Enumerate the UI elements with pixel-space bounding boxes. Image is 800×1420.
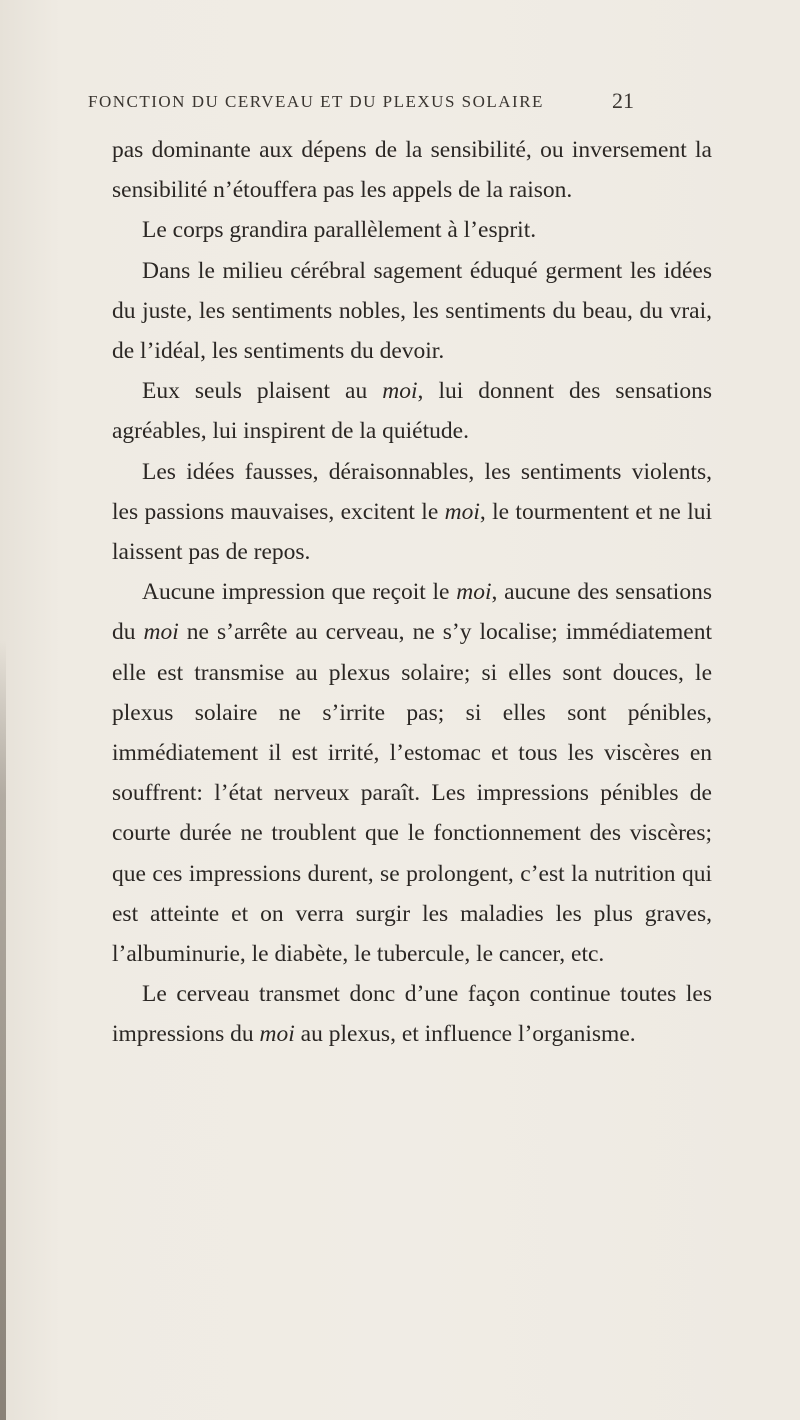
italic-moi: moi [444, 498, 480, 525]
text-run: , le tourmentent et ne lui laissent pas de repos. [112, 498, 712, 566]
page-number: 21 [612, 88, 634, 113]
text-run: Aucune impression que reçoit le [142, 579, 457, 606]
paragraph [112, 210, 712, 250]
paragraph [112, 130, 712, 210]
text-run: Eux seuls plaisent au [142, 378, 383, 405]
italic-moi: moi [259, 1021, 295, 1048]
italic-moi: moi [143, 619, 179, 646]
body-text [112, 130, 712, 1055]
text-run: ne s’arrête au cerveau, ne s’y localise; immédiatement elle est transmise au plexus solaire; si elles sont douces, le plexus solaire ne s’irrite pas; si elles sont pénibles, immédiatement il est irrité, l’estomac et tous les viscères en souffrent: l’état nerveux paraît. Les impressions pénibles de courte durée ne troublent que le fonctionnement des viscères; que ces impressions durent, se prolongent, c’est la nutrition qui est atteinte et on verra surgir les maladies les plus graves, l’albuminurie, le diabète, le tubercule, le cancer, etc. [112, 619, 712, 968]
text-run: au plexus, et influence l’organisme. [294, 1021, 636, 1048]
text-run: Les idées fausses, déraisonnables, les sentiments violents, les passions mauvaises, excitent le [112, 458, 712, 525]
paragraph [112, 974, 712, 1054]
italic-moi: moi [382, 378, 418, 405]
text-run: Le cerveau transmet donc d’une façon continue toutes les impressions du [112, 981, 712, 1048]
paragraph [112, 572, 712, 974]
text-run: , aucune des sensations du [112, 579, 712, 646]
text-run: Dans le milieu cérébral sagement éduqué germent les idées du juste, les sentiments nobles, les sentiments du beau, du vrai, de l’idéal, les sentiments du devoir. [112, 257, 712, 365]
text-run: pas dominante aux dépens de la sensibilité, ou inversement la sensibilité n’étouffera pas les appels de la raison. [112, 137, 712, 204]
italic-moi: moi [456, 579, 492, 606]
text-run: Le corps grandira parallèlement à l’esprit. [142, 217, 537, 244]
paragraph [112, 251, 712, 372]
paragraph [112, 371, 712, 451]
paragraph [112, 452, 712, 573]
text-run: , lui donnent des sensations agréables, lui inspirent de la quiétude. [112, 378, 712, 445]
page-gutter-shadow [0, 640, 6, 1420]
running-title: FONCTION DU CERVEAU ET DU PLEXUS SOLAIRE [88, 92, 544, 111]
